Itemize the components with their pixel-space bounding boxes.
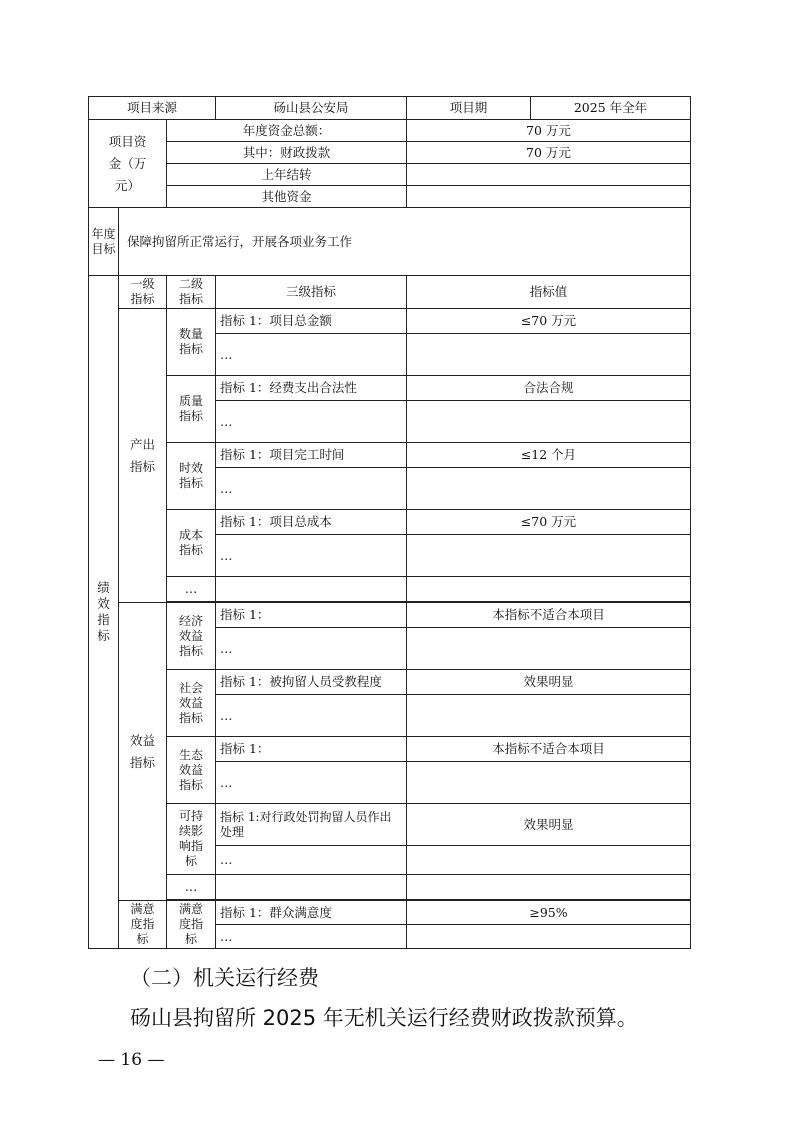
project-source-label: 项目来源 [89, 97, 216, 120]
output-indicators-label: 产出指标 [119, 309, 167, 603]
satisfaction-indicators-label: 满意度指标 [119, 901, 167, 949]
funds-other-label: 其他资金 [167, 186, 407, 208]
annual-goal-label: 年度目标 [89, 208, 119, 276]
project-funds-label: 项目资金（万元） [89, 120, 167, 208]
level1-header: 一级指标 [119, 276, 167, 309]
project-period-value: 2025 年全年 [531, 97, 691, 120]
sustainable-indicator-item: 指标 1:对行政处罚拘留人员作出处理 [216, 804, 407, 846]
social-indicator-value: 效果明显 [407, 670, 691, 695]
ecological-indicator-value: 本指标不适合本项目 [407, 737, 691, 762]
funds-fiscal-label: 其中：财政拨款 [167, 142, 407, 164]
quantity-indicators-label: 数量指标 [167, 309, 216, 376]
timeliness-indicators-label: 时效指标 [167, 443, 216, 510]
annual-goal-text: 保障拘留所正常运行，开展各项业务工作 [119, 208, 691, 276]
sustainable-indicators-label: 可持续影响指标 [167, 804, 216, 875]
section-title: （二）机关运行经费 [130, 966, 319, 990]
funds-carryover-value [407, 164, 691, 186]
quantity-more-row: … [216, 334, 407, 376]
ecological-more-row: … [216, 762, 407, 804]
cost-indicator-value: ≤70 万元 [407, 510, 691, 535]
satisfaction-sub-label: 满意度指标 [167, 901, 216, 949]
project-source-value: 砀山县公安局 [216, 97, 407, 120]
economic-indicator-item: 指标 1： [216, 603, 407, 628]
page-number: — 16 — [98, 1050, 165, 1070]
funds-fiscal-value: 70 万元 [407, 142, 691, 164]
performance-target-table [88, 96, 691, 949]
satisfaction-indicator-item: 指标 1：群众满意度 [216, 901, 407, 925]
ecological-indicator-item: 指标 1： [216, 737, 407, 762]
sustainable-more-row: … [216, 846, 407, 875]
benefit-more-label: … [167, 875, 216, 900]
timeliness-indicator-value: ≤12 个月 [407, 443, 691, 468]
quantity-indicator-value: ≤70 万元 [407, 309, 691, 334]
level2-header: 二级指标 [167, 276, 216, 309]
cost-indicator-item: 指标 1：项目总成本 [216, 510, 407, 535]
indicator-value-header: 指标值 [407, 276, 691, 309]
performance-indicators-label: 绩效指标 [89, 276, 119, 949]
cost-indicators-label: 成本指标 [167, 510, 216, 577]
section-paragraph: 砀山县拘留所 2025 年无机关运行经费财政拨款预算。 [130, 1006, 638, 1030]
economic-indicators-label: 经济效益指标 [167, 603, 216, 670]
quantity-indicator-item: 指标 1：项目总金额 [216, 309, 407, 334]
output-more-label: … [167, 577, 216, 602]
social-more-row: … [216, 695, 407, 737]
quality-indicators-label: 质量指标 [167, 376, 216, 443]
social-indicator-item: 指标 1：被拘留人员受教程度 [216, 670, 407, 695]
ecological-indicators-label: 生态效益指标 [167, 737, 216, 804]
satisfaction-indicator-value: ≥95% [407, 901, 691, 925]
social-indicators-label: 社会效益指标 [167, 670, 216, 737]
funds-total-value: 70 万元 [407, 120, 691, 142]
economic-more-row: … [216, 628, 407, 670]
satisfaction-more-row: … [216, 925, 407, 949]
funds-carryover-label: 上年结转 [167, 164, 407, 186]
level3-header: 三级指标 [216, 276, 407, 309]
quality-more-row: … [216, 401, 407, 443]
benefit-indicators-label: 效益指标 [119, 603, 167, 901]
sustainable-indicator-value: 效果明显 [407, 804, 691, 846]
economic-indicator-value: 本指标不适合本项目 [407, 603, 691, 628]
quality-indicator-item: 指标 1：经费支出合法性 [216, 376, 407, 401]
funds-total-label: 年度资金总额： [167, 120, 407, 142]
timeliness-more-row: … [216, 468, 407, 510]
timeliness-indicator-item: 指标 1：项目完工时间 [216, 443, 407, 468]
quality-indicator-value: 合法合规 [407, 376, 691, 401]
cost-more-row: … [216, 535, 407, 577]
funds-other-value [407, 186, 691, 208]
project-period-label: 项目期 [407, 97, 531, 120]
